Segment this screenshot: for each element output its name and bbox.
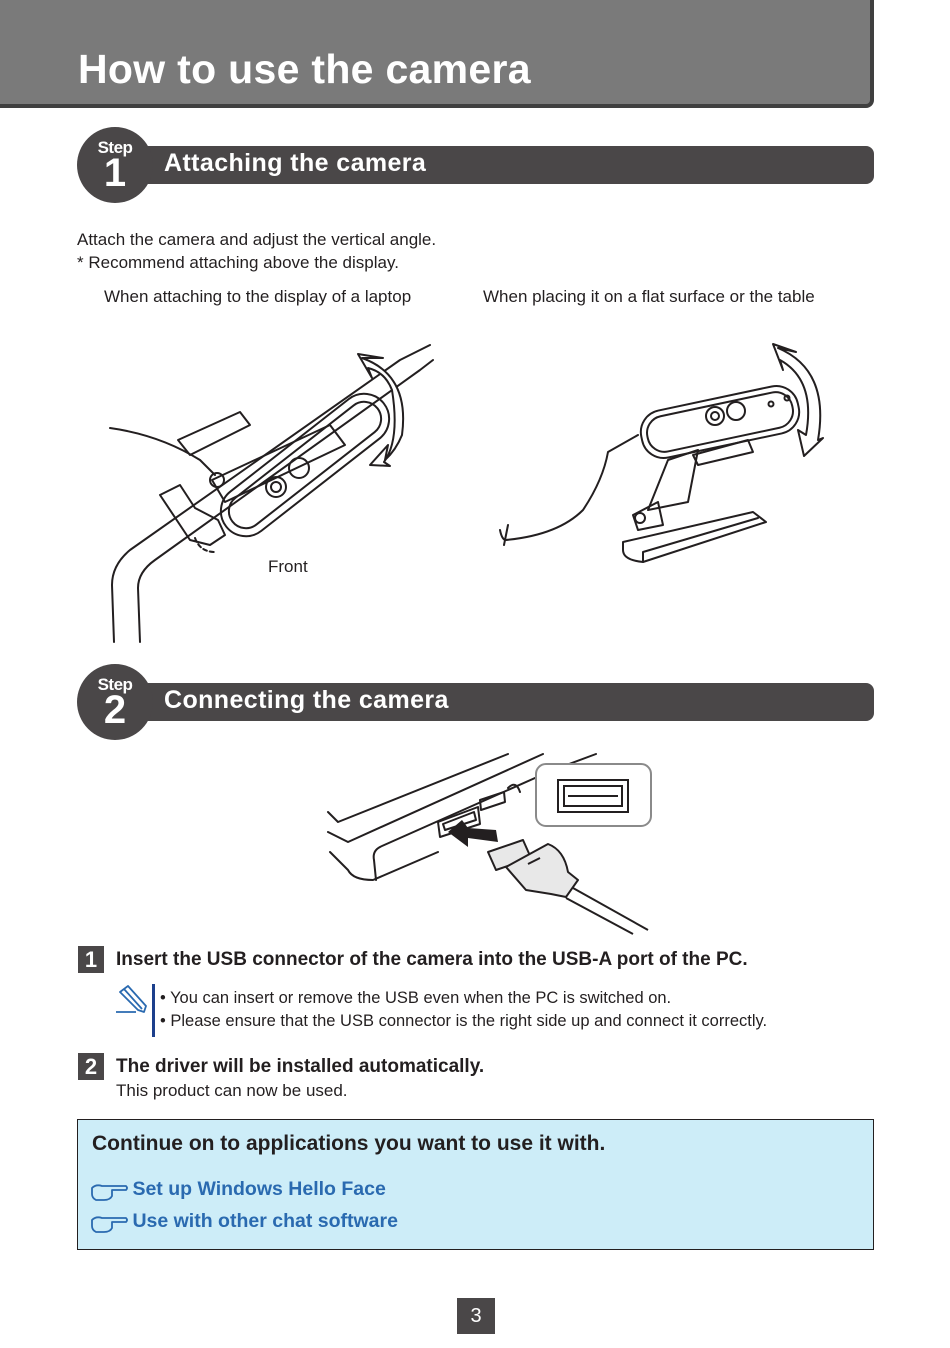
usb-connection-illustration [328,752,658,932]
instruction2-text: The driver will be installed automatically. [116,1056,485,1077]
table-stand-illustration [498,340,838,580]
link-windows-hello-face[interactable] [90,1178,386,1202]
instruction1-text: Insert the USB connector of the camera into the USB-A port of the PC. [116,949,748,970]
step2-badge [77,664,153,740]
step1-intro-line2: * Recommend attaching above the display. [77,253,399,272]
instruction1-notes [160,987,767,1033]
link-windows-hello-face-label: Set up Windows Hello Face [132,1178,386,1200]
insert-arrow-icon [448,820,498,847]
link-other-chat-software-label: Use with other chat software [132,1210,398,1232]
step1-intro [77,228,436,274]
step1-intro-line1: Attach the camera and adjust the vertical angle. [77,230,437,249]
note-marker-bar [152,984,155,1037]
next-steps-box [77,1119,874,1250]
page-title: How to use the camera [78,46,531,92]
instruction2-number: 2 [78,1053,104,1080]
note-line-1: • You can insert or remove the USB even when the PC is switched on. [160,989,672,1007]
pointing-hand-icon [90,1212,128,1234]
instruction2-subtext: This product can now be used. [116,1081,348,1100]
page-number: 3 [457,1298,495,1334]
step2-badge-number: 2 [103,688,127,732]
caption-laptop: When attaching to the display of a laptop [104,287,412,306]
note-line-2: • Please ensure that the USB connector is the right side up and connect it correctly. [160,1012,768,1030]
link-other-chat-software[interactable] [90,1210,398,1234]
note-pencil-icon [114,984,150,1016]
caption-table: When placing it on a flat surface or the table [483,287,815,306]
step1-badge-number: 1 [103,151,127,195]
next-steps-title: Continue on to applications you want to use it with. [92,1132,606,1155]
step1-title: Attaching the camera [164,149,427,177]
step2-title: Connecting the camera [164,686,449,714]
step2-badge-label: Step [97,675,133,694]
instruction1-number: 1 [78,946,104,973]
pointing-hand-icon [90,1180,128,1202]
step1-badge [77,127,153,203]
laptop-mount-illustration [100,340,450,645]
step1-badge-label: Step [97,138,133,157]
front-label: Front [268,557,308,576]
